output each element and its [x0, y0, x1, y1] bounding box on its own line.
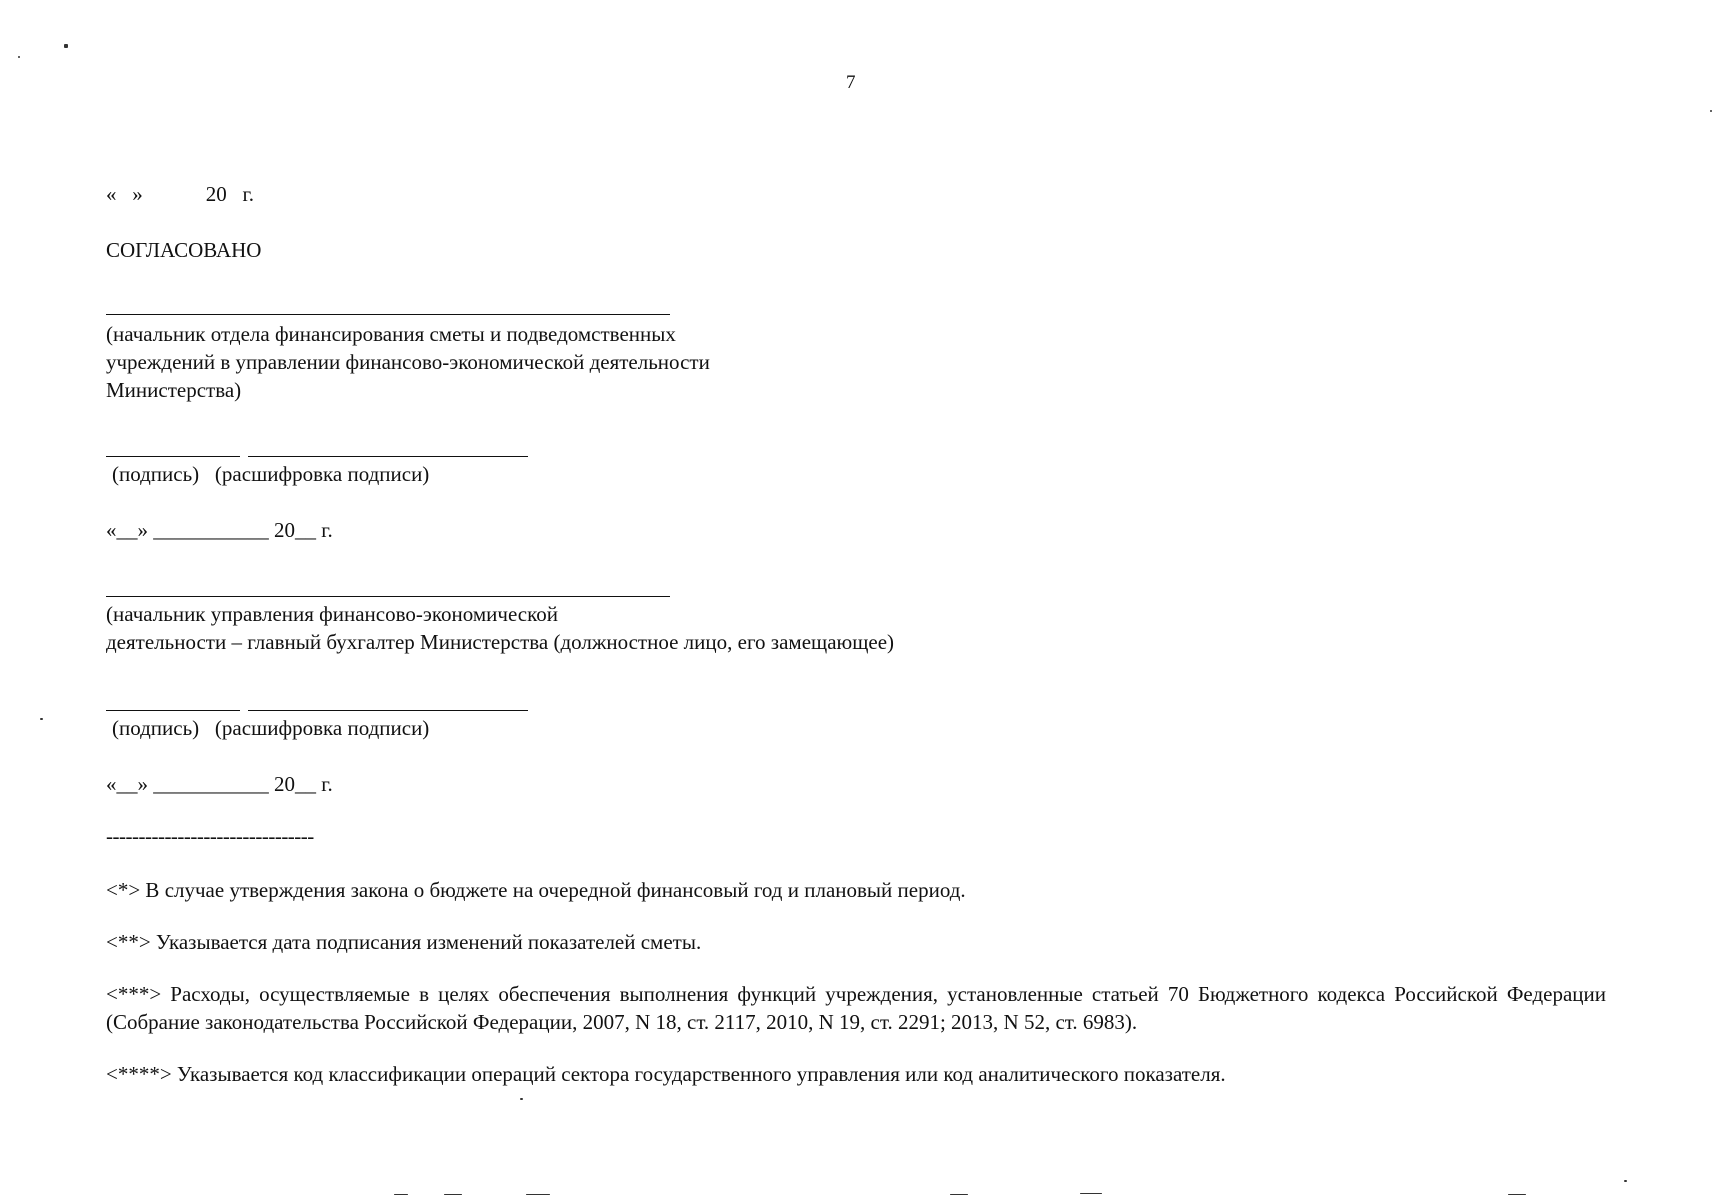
date-line-3: «__» ___________ 20__ г. [106, 772, 333, 796]
signature-caption-1: (подпись) (расшифровка подписи) [112, 462, 430, 486]
footnote-separator: -------------------------------- [106, 824, 314, 848]
scan-speck [1710, 110, 1712, 112]
position-2-line-1: (начальник управления финансово-экономической [106, 602, 558, 626]
signature-rule-2a [106, 710, 240, 711]
scan-speck [18, 56, 20, 58]
signature-rule-position-1 [106, 314, 670, 315]
footnote-3: <***> Расходы, осуществляемые в целях обеспечения выполнения функций учреждения, установленные статьей 70 Бюджетного кодекса Российской Федерации (Собрание законодательства Российской Федерации, 2007, N 18, ст. 2117, 2010, N 19, ст. 2291; 2013, N 52, ст. 6983). [106, 982, 1606, 1034]
scan-speck [526, 1194, 550, 1195]
footnote-2: <**> Указывается дата подписания изменений показателей сметы. [106, 930, 702, 954]
footnote-4: <****> Указывается код классификации операций сектора государственного управления или код аналитического показателя. [106, 1062, 1226, 1086]
page-number: 7 [846, 72, 856, 93]
scan-speck [1508, 1194, 1526, 1195]
footnote-1: <*> В случае утверждения закона о бюджете на очередной финансовый год и плановый период. [106, 878, 966, 902]
scan-speck [1624, 1180, 1627, 1182]
signature-rule-1b [248, 456, 528, 457]
position-1-line-3: Министерства) [106, 378, 242, 402]
date-line-2: «__» ___________ 20__ г. [106, 518, 333, 542]
scan-speck [444, 1194, 462, 1195]
signature-rule-position-2 [106, 596, 670, 597]
approval-heading: СОГЛАСОВАНО [106, 238, 262, 262]
signature-rule-2b [248, 710, 528, 711]
date-line-1-text: « » 20 г. [106, 182, 254, 206]
scan-speck [520, 1098, 523, 1100]
date-line-1 [106, 180, 254, 208]
scan-speck [394, 1194, 408, 1195]
scan-speck [950, 1194, 968, 1195]
scan-speck [40, 718, 43, 720]
position-2-line-2: деятельности – главный бухгалтер Министерства (должностное лицо, его замещающее) [106, 630, 895, 654]
signature-rule-1a [106, 456, 240, 457]
signature-caption-2: (подпись) (расшифровка подписи) [112, 716, 430, 740]
position-1-line-2: учреждений в управлении финансово-экономической деятельности [106, 350, 710, 374]
position-1-line-1: (начальник отдела финансирования сметы и подведомственных [106, 322, 676, 346]
scan-speck [1080, 1193, 1102, 1194]
scan-speck [64, 44, 68, 48]
